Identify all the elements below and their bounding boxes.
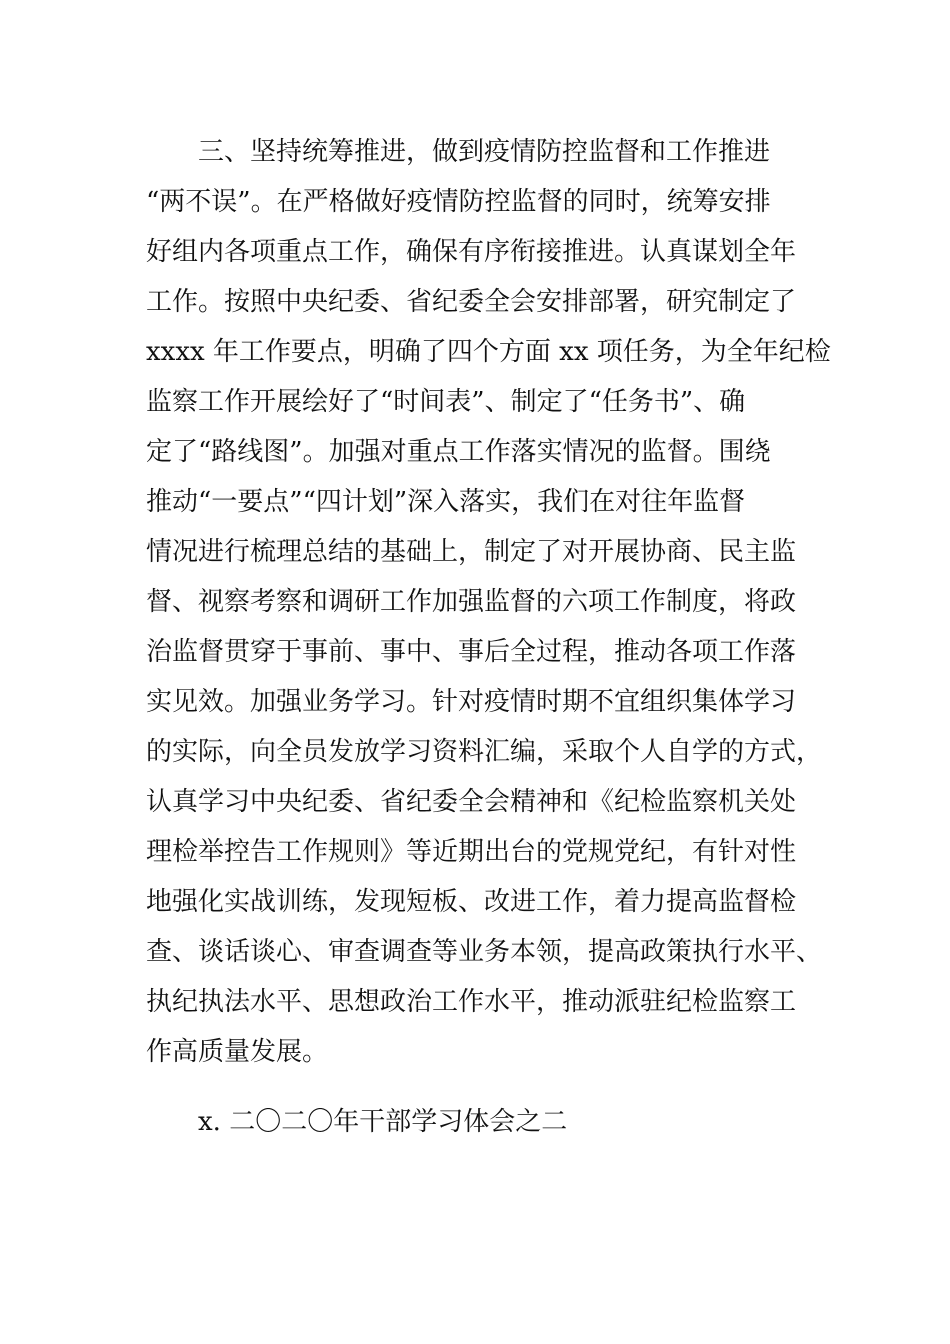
paragraph-line: 治监督贯穿于事前、事中、事后全过程，推动各项工作落 [146,637,797,667]
paragraph-line: 三、坚持统筹推进，做到疫情防控监督和工作推进 [198,137,771,167]
paragraph-line: 情况进行梳理总结的基础上，制定了对开展协商、民主监 [146,537,797,567]
paragraph-line: 监察工作开展绘好了“时间表”、制定了“任务书”、确 [146,387,746,417]
paragraph-line: 督、视察考察和调研工作加强监督的六项工作制度，将政 [146,587,797,617]
paragraph-line: 实见效。加强业务学习。针对疫情时期不宜组织集体学习 [146,687,797,717]
body-paragraph [146,127,831,1077]
paragraph-line: 查、谈话谈心、审查调查等业务本领，提高政策执行水平、 [146,937,823,967]
paragraph-line: 认真学习中央纪委、省纪委全会精神和《纪检监察机关处 [146,787,797,817]
paragraph-line: “两不误”。在严格做好疫情防控监督的同时，统筹安排 [146,187,771,217]
heading-text: x. 二〇二〇年干部学习体会之二 [198,1107,568,1137]
section-heading [146,1097,806,1147]
paragraph-line: 工作。按照中央纪委、省纪委全会安排部署，研究制定了 [146,287,797,317]
paragraph-line: 作高质量发展。 [146,1037,329,1067]
paragraph-line: 好组内各项重点工作，确保有序衔接推进。认真谋划全年 [146,237,797,267]
paragraph-line: 地强化实战训练，发现短板、改进工作，着力提高监督检 [146,887,797,917]
paragraph-line: 执纪执法水平、思想政治工作水平，推动派驻纪检监察工 [146,987,797,1017]
paragraph-line: 定了“路线图”。加强对重点工作落实情况的监督。围绕 [146,437,771,467]
paragraph-line: 的实际，向全员发放学习资料汇编，采取个人自学的方式， [146,737,823,767]
paragraph-line: 理检举控告工作规则》等近期出台的党规党纪，有针对性 [146,837,797,867]
paragraph-line: xxxx 年工作要点，明确了四个方面 xx 项任务，为全年纪检 [146,337,831,367]
paragraph-line: 推动“一要点”“四计划”深入落实，我们在对往年监督 [146,487,746,517]
